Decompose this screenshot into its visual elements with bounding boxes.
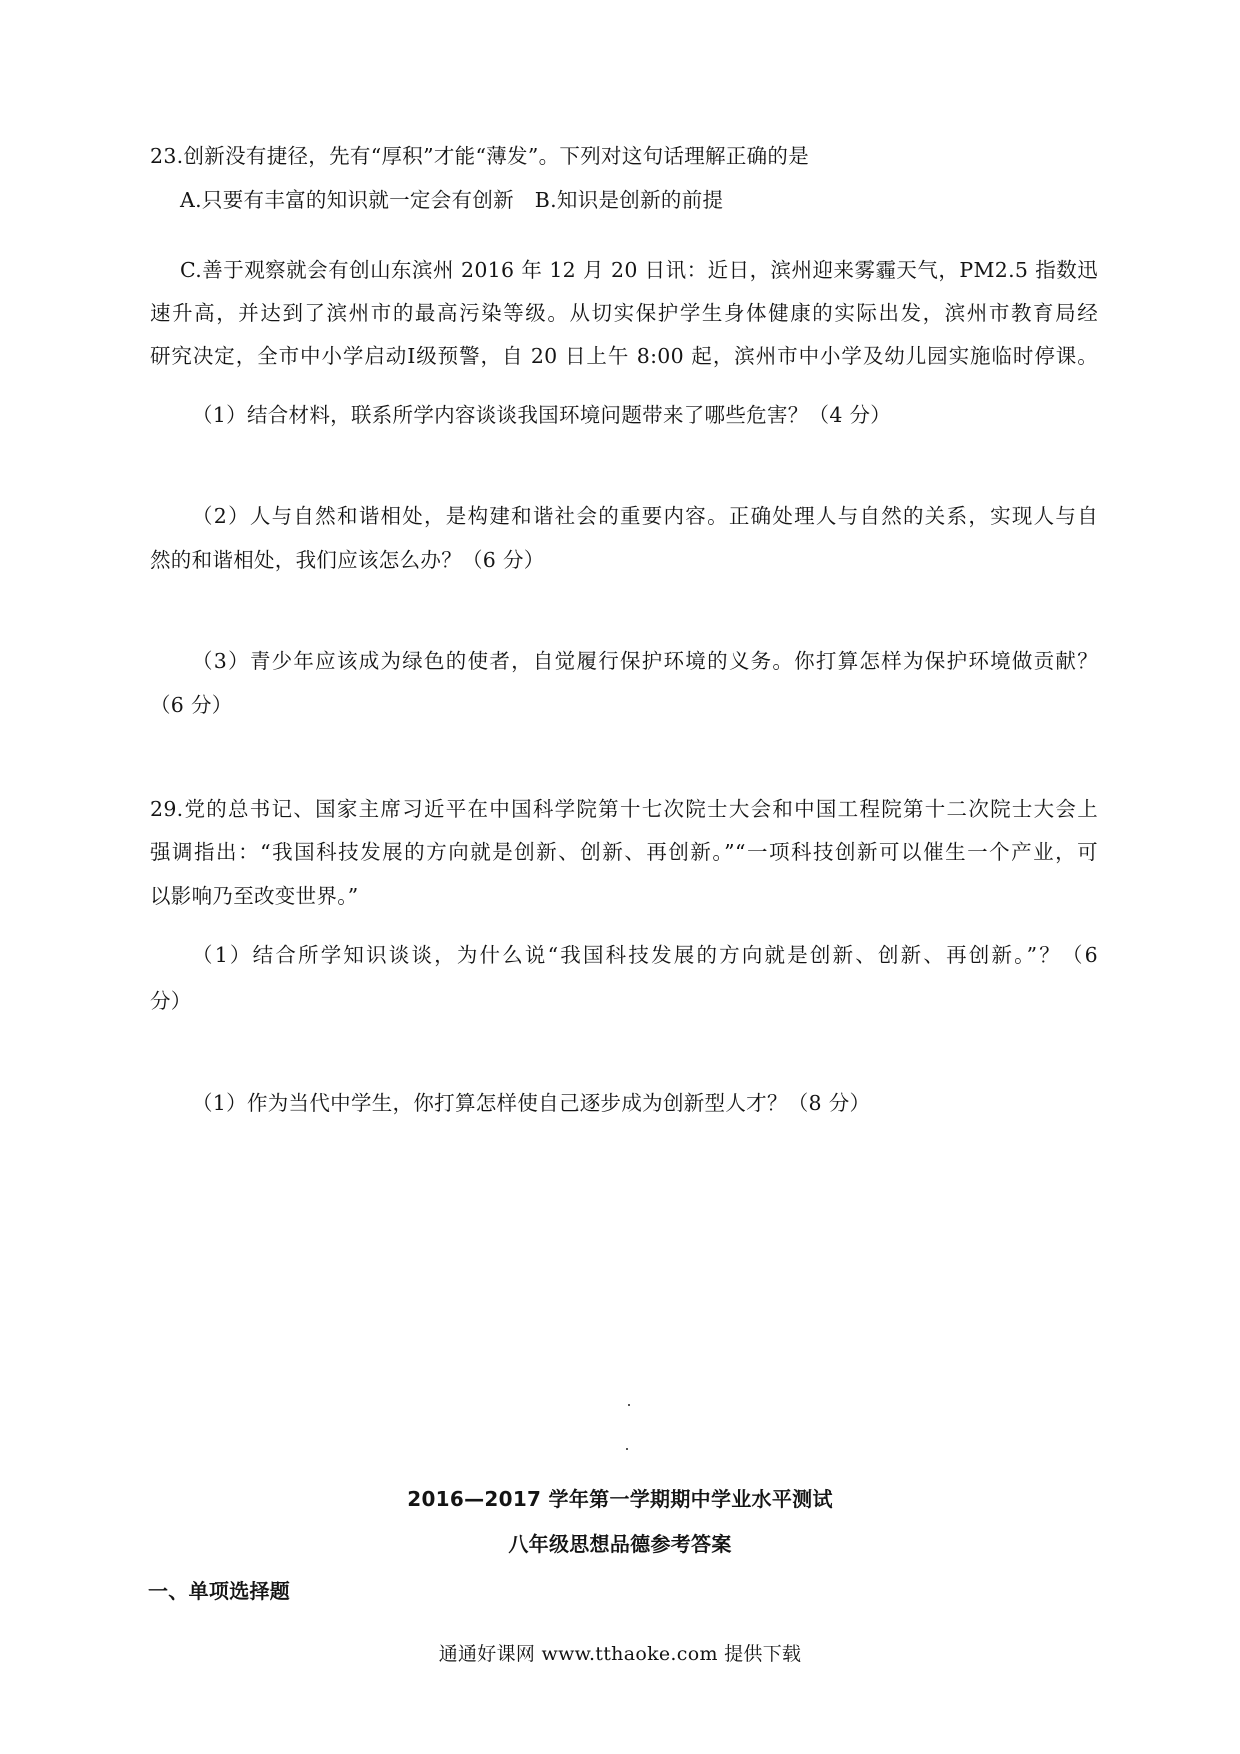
q29-subquestion-1-line1: （1）结合所学知识谈谈，为什么说“我国科技发展的方向就是创新、创新、再创新。”？（6 — [192, 943, 1098, 967]
q23-stem: 23.创新没有捷径，先有“厚积”才能“薄发”。下列对这句话理解正确的是 — [150, 144, 810, 168]
answer-title-line2: 八年级思想品德参考答案 — [508, 1532, 732, 1556]
q29-subquestion-1-line2: 分） — [150, 989, 192, 1013]
q29-subquestion-2: （1）作为当代中学生，你打算怎样使自己逐步成为创新型人才？（8 分） — [192, 1091, 871, 1115]
q23-subquestion-3-line2: （6 分） — [150, 693, 233, 717]
q29-stem-line2: 强调指出：“我国科技发展的方向就是创新、创新、再创新。”“一项科技创新可以催生一个产业，可 — [150, 840, 1098, 864]
section-heading-single-choice: 一、单项选择题 — [148, 1579, 291, 1603]
q23-material-line1: C.善于观察就会有创山东滨州 2016 年 12 月 20 日讯：近日，滨州迎来雾霾天气，PM2.5 指数迅 — [180, 258, 1098, 282]
scan-speck — [628, 1404, 630, 1406]
q29-stem-line3: 以影响乃至改变世界。” — [150, 884, 359, 908]
q29-stem-line1: 29.党的总书记、国家主席习近平在中国科学院第十七次院士大会和中国工程院第十二次院士大会上 — [150, 797, 1098, 821]
q23-subquestion-3-line1: （3）青少年应该成为绿色的使者，自觉履行保护环境的义务。你打算怎样为保护环境做贡献？ — [192, 649, 1098, 673]
download-footer: 通通好课网 www.tthaoke.com 提供下载 — [438, 1643, 802, 1665]
scan-speck — [626, 1448, 628, 1450]
q23-material-line3: 研究决定，全市中小学启动Ⅰ级预警，自 20 日上午 8:00 起，滨州市中小学及幼儿园实施临时停课。 — [150, 344, 1098, 368]
q23-subquestion-1: （1）结合材料，联系所学内容谈谈我国环境问题带来了哪些危害？（4 分） — [192, 403, 892, 427]
q23-material-line2: 速升高，并达到了滨州市的最高污染等级。从切实保护学生身体健康的实际出发，滨州市教育局经 — [150, 301, 1098, 325]
q23-options-ab: A.只要有丰富的知识就一定会有创新 B.知识是创新的前提 — [180, 188, 724, 212]
answer-title-line1: 2016—2017 学年第一学期期中学业水平测试 — [407, 1487, 833, 1511]
q23-subquestion-2-line1: （2）人与自然和谐相处，是构建和谐社会的重要内容。正确处理人与自然的关系，实现人与自 — [192, 504, 1098, 528]
q23-subquestion-2-line2: 然的和谐相处，我们应该怎么办？（6 分） — [150, 548, 545, 572]
